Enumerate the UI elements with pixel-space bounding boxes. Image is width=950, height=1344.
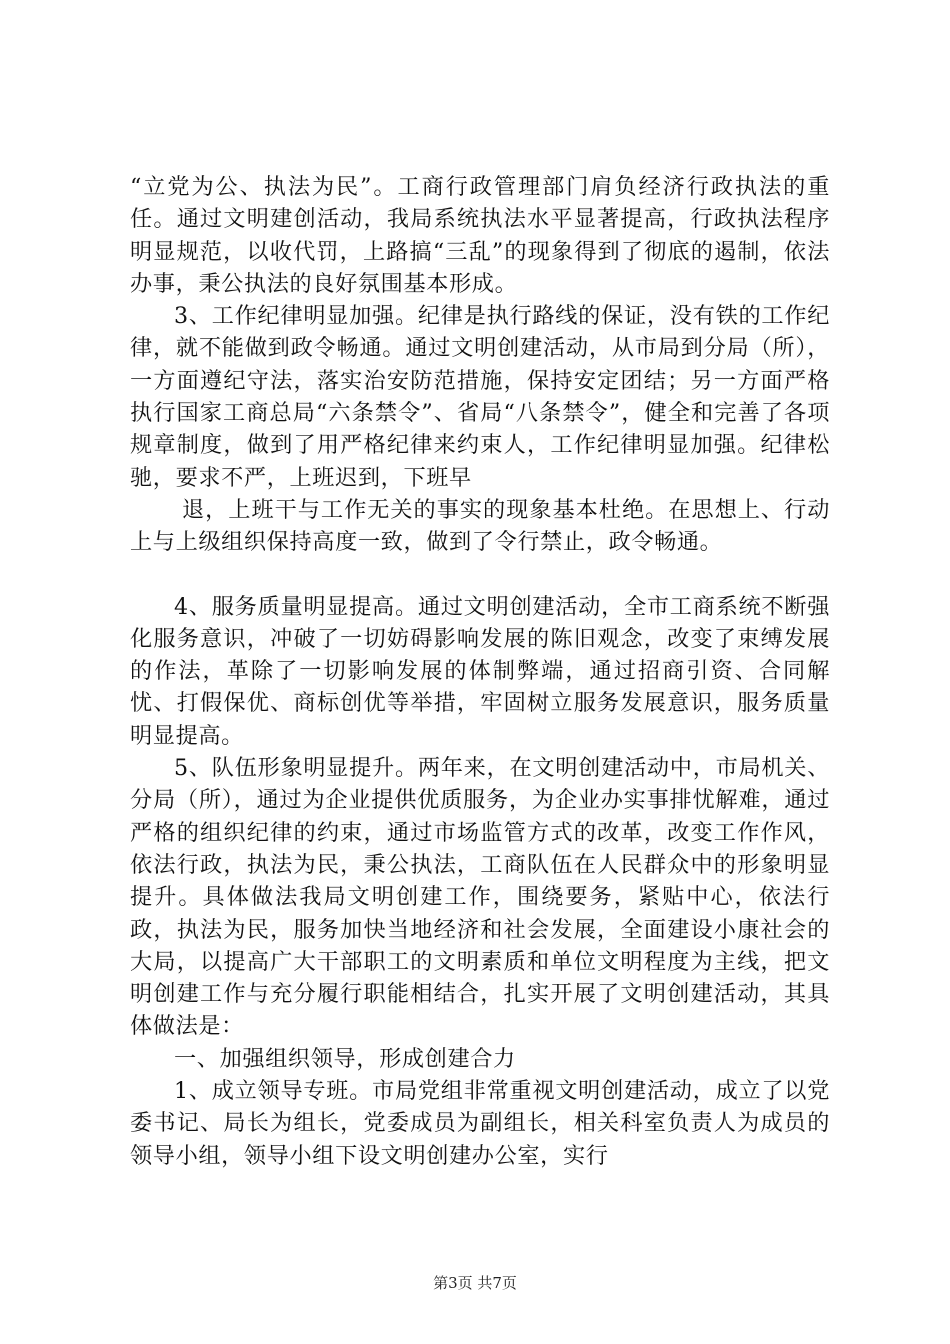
paragraph-3: 退，上班干与工作无关的事实的现象基本杜绝。在思想上、行动上与上级组织保持高度一致，做到了令行禁止，政令畅通。 [130,496,830,556]
paragraph-4: 4、服务质量明显提高。通过文明创建活动，全市工商系统不断强化服务意识，冲破了一切妨碍影响发展的陈旧观念，改变了束缚发展的作法，革除了一切影响发展的体制弊端，通过招商引资、合同解忧、打假保优、商标创优等举措，牢固树立服务发展意识，服务质量明显提高。 [130,593,830,749]
paragraph-spacer [130,559,830,591]
paragraph-5: 5、队伍形象明显提升。两年来，在文明创建活动中，市局机关、分局（所），通过为企业提供优质服务，为企业办实事排忧解难，通过严格的组织纪律的约束，通过市场监管方式的改革，改变工作作风，依法行政，执法为民，秉公执法，工商队伍在人民群众中的形象明显提升。具体做法我局文明创建工作，围绕要务，紧贴中心，依法行政，执法为民，服务加快当地经济和社会发展，全面建设小康社会的大局，以提高广大干部职工的文明素质和单位文明程度为主线，把文明创建工作与充分履行职能相结合，扎实开展了文明创建活动，其具体做法是： [130,755,830,1040]
document-body [130,171,830,1172]
paragraph-1: “立党为公、执法为民”。工商行政管理部门肩负经济行政执法的重任。通过文明建创活动，我局系统执法水平显著提高，行政执法程序明显规范，以收代罚，上路搞“三乱”的现象得到了彻底的遏制，依法办事，秉公执法的良好氛围基本形成。 [130,174,830,297]
section-heading: 一、加强组织领导，形成创建合力 [174,1045,516,1072]
paragraph-6: 1、成立领导专班。市局党组非常重视文明创建活动，成立了以党委书记、局长为组长，党委成员为副组长，相关科室负责人为成员的领导小组，领导小组下设文明创建办公室，实行 [130,1078,830,1169]
page-footer: 第3页 共7页 [433,1274,517,1292]
paragraph-2: 3、工作纪律明显加强。纪律是执行路线的保证，没有铁的工作纪律，就不能做到政令畅通。通过文明创建活动，从市局到分局（所），一方面遵纪守法，落实治安防范措施，保持安定团结；另一方面严格执行国家工商总局“六条禁令”、省局“八条禁令”，健全和完善了各项规章制度，做到了用严格纪律来约束人，工作纪律明显加强。纪律松驰，要求不严，上班迟到，下班早 [130,303,830,491]
